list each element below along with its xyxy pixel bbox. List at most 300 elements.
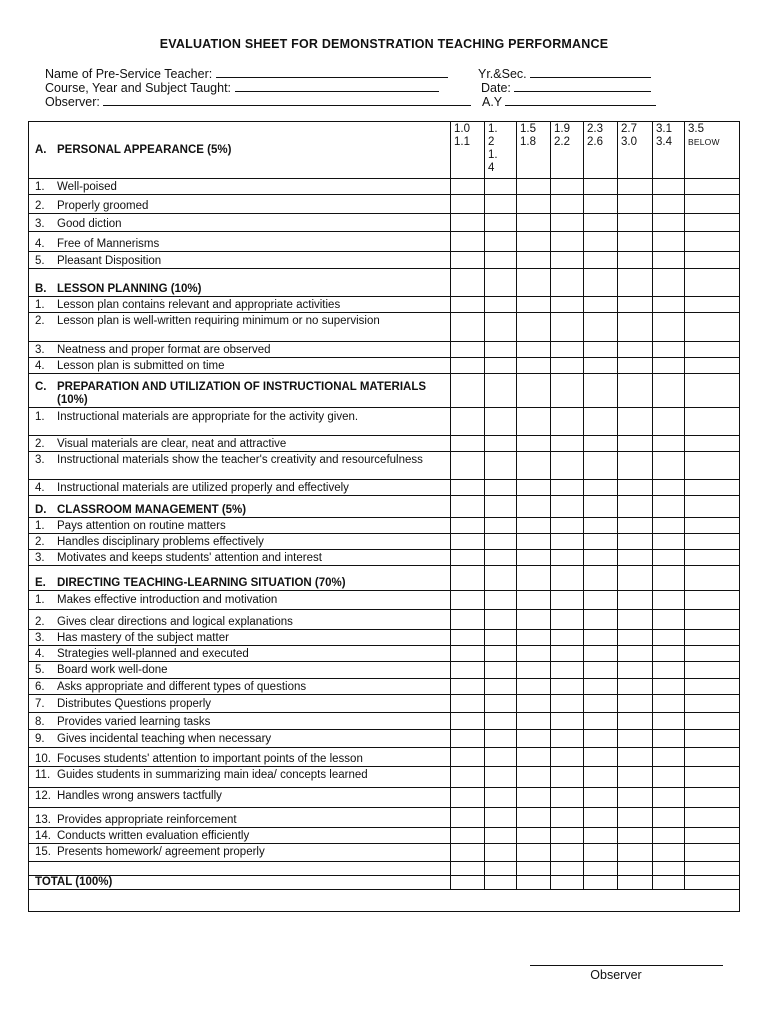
rating-cell[interactable] [485,436,517,452]
rating-cell[interactable] [451,808,485,828]
rating-cell[interactable] [618,179,653,195]
rating-cell[interactable] [618,297,653,313]
rating-cell[interactable] [451,876,485,890]
rating-cell[interactable] [653,646,685,662]
rating-cell[interactable] [653,662,685,679]
rating-cell[interactable] [653,436,685,452]
rating-cell[interactable] [517,862,551,876]
rating-cell[interactable] [685,767,740,788]
rating-cell[interactable] [653,269,685,297]
rating-cell[interactable] [618,496,653,518]
rating-cell[interactable] [551,452,584,480]
rating-cell[interactable] [517,679,551,695]
rating-cell[interactable] [618,679,653,695]
rating-cell[interactable] [685,695,740,713]
signature-line[interactable] [530,965,723,966]
rating-cell[interactable] [451,269,485,297]
rating-cell[interactable] [517,496,551,518]
rating-cell[interactable] [685,342,740,358]
rating-cell[interactable] [685,195,740,214]
rating-cell[interactable] [485,179,517,195]
rating-cell[interactable] [685,679,740,695]
rating-cell[interactable] [584,695,618,713]
rating-cell[interactable] [485,408,517,436]
rating-cell[interactable] [584,480,618,496]
rating-cell[interactable] [653,630,685,646]
rating-cell[interactable] [517,408,551,436]
rating-cell[interactable] [584,591,618,610]
rating-cell[interactable] [451,591,485,610]
rating-cell[interactable] [551,252,584,269]
name-line[interactable] [216,66,448,78]
rating-cell[interactable] [485,534,517,550]
rating-cell[interactable] [517,342,551,358]
rating-cell[interactable] [551,179,584,195]
rating-cell[interactable] [618,862,653,876]
rating-cell[interactable] [485,232,517,252]
rating-cell[interactable] [551,662,584,679]
rating-cell[interactable] [451,662,485,679]
rating-cell[interactable] [618,252,653,269]
rating-cell[interactable] [584,358,618,374]
rating-cell[interactable] [584,496,618,518]
rating-cell[interactable] [584,646,618,662]
rating-cell[interactable] [517,518,551,534]
rating-cell[interactable] [485,496,517,518]
rating-cell[interactable] [551,550,584,566]
rating-cell[interactable] [485,630,517,646]
rating-cell[interactable] [451,630,485,646]
rating-cell[interactable] [451,232,485,252]
rating-cell[interactable] [551,436,584,452]
rating-cell[interactable] [551,518,584,534]
rating-cell[interactable] [584,808,618,828]
rating-cell[interactable] [618,876,653,890]
rating-cell[interactable] [685,408,740,436]
rating-cell[interactable] [551,713,584,730]
rating-cell[interactable] [618,214,653,232]
rating-cell[interactable] [584,876,618,890]
rating-cell[interactable] [584,374,618,408]
rating-cell[interactable] [653,232,685,252]
rating-cell[interactable] [584,408,618,436]
rating-cell[interactable] [517,630,551,646]
rating-cell[interactable] [618,788,653,808]
rating-cell[interactable] [685,591,740,610]
rating-cell[interactable] [485,748,517,767]
rating-cell[interactable] [618,748,653,767]
rating-cell[interactable] [584,566,618,591]
rating-cell[interactable] [485,591,517,610]
rating-cell[interactable] [584,269,618,297]
rating-cell[interactable] [685,518,740,534]
rating-cell[interactable] [517,828,551,844]
rating-cell[interactable] [551,610,584,630]
rating-cell[interactable] [451,566,485,591]
rating-cell[interactable] [685,534,740,550]
rating-cell[interactable] [517,767,551,788]
rating-cell[interactable] [584,713,618,730]
rating-cell[interactable] [685,862,740,876]
rating-cell[interactable] [451,342,485,358]
rating-cell[interactable] [584,534,618,550]
rating-cell[interactable] [685,480,740,496]
rating-cell[interactable] [551,342,584,358]
rating-cell[interactable] [618,630,653,646]
rating-cell[interactable] [584,610,618,630]
rating-cell[interactable] [485,844,517,862]
rating-cell[interactable] [485,313,517,342]
rating-cell[interactable] [584,252,618,269]
rating-cell[interactable] [584,748,618,767]
rating-cell[interactable] [584,767,618,788]
rating-cell[interactable] [451,358,485,374]
rating-cell[interactable] [451,496,485,518]
name-field[interactable] [45,66,448,81]
rating-cell[interactable] [653,591,685,610]
rating-cell[interactable] [485,788,517,808]
rating-cell[interactable] [451,862,485,876]
rating-cell[interactable] [485,695,517,713]
rating-cell[interactable] [485,862,517,876]
date-field[interactable] [481,80,651,95]
rating-cell[interactable] [517,788,551,808]
rating-cell[interactable] [618,534,653,550]
rating-cell[interactable] [517,436,551,452]
rating-cell[interactable] [618,313,653,342]
rating-cell[interactable] [517,195,551,214]
rating-cell[interactable] [653,862,685,876]
rating-cell[interactable] [653,566,685,591]
rating-cell[interactable] [653,808,685,828]
rating-cell[interactable] [451,679,485,695]
rating-cell[interactable] [517,452,551,480]
observer-line[interactable] [103,94,471,106]
rating-cell[interactable] [618,662,653,679]
rating-cell[interactable] [618,195,653,214]
rating-cell[interactable] [485,610,517,630]
rating-cell[interactable] [584,679,618,695]
rating-cell[interactable] [618,452,653,480]
rating-cell[interactable] [653,214,685,232]
rating-cell[interactable] [551,844,584,862]
rating-cell[interactable] [551,630,584,646]
rating-cell[interactable] [685,662,740,679]
rating-cell[interactable] [485,342,517,358]
rating-cell[interactable] [517,480,551,496]
rating-cell[interactable] [584,313,618,342]
rating-cell[interactable] [517,566,551,591]
rating-cell[interactable] [618,610,653,630]
date-line[interactable] [514,80,651,92]
rating-cell[interactable] [485,646,517,662]
rating-cell[interactable] [451,788,485,808]
ay-line[interactable] [505,94,656,106]
rating-cell[interactable] [584,662,618,679]
rating-cell[interactable] [551,269,584,297]
rating-cell[interactable] [551,214,584,232]
rating-cell[interactable] [451,436,485,452]
rating-cell[interactable] [551,297,584,313]
rating-cell[interactable] [551,496,584,518]
yrsec-line[interactable] [530,66,651,78]
rating-cell[interactable] [551,748,584,767]
rating-cell[interactable] [618,232,653,252]
rating-cell[interactable] [584,195,618,214]
rating-cell[interactable] [653,313,685,342]
rating-cell[interactable] [685,374,740,408]
rating-cell[interactable] [451,313,485,342]
rating-cell[interactable] [685,550,740,566]
rating-cell[interactable] [685,496,740,518]
rating-cell[interactable] [584,436,618,452]
rating-cell[interactable] [451,748,485,767]
rating-cell[interactable] [451,550,485,566]
rating-cell[interactable] [653,297,685,313]
rating-cell[interactable] [517,610,551,630]
rating-cell[interactable] [618,808,653,828]
rating-cell[interactable] [451,214,485,232]
rating-cell[interactable] [551,374,584,408]
rating-cell[interactable] [551,232,584,252]
rating-cell[interactable] [653,195,685,214]
rating-cell[interactable] [485,214,517,232]
rating-cell[interactable] [618,358,653,374]
rating-cell[interactable] [653,342,685,358]
rating-cell[interactable] [584,828,618,844]
rating-cell[interactable] [618,713,653,730]
rating-cell[interactable] [517,713,551,730]
rating-cell[interactable] [517,214,551,232]
rating-cell[interactable] [584,630,618,646]
rating-cell[interactable] [685,252,740,269]
rating-cell[interactable] [685,828,740,844]
rating-cell[interactable] [653,550,685,566]
rating-cell[interactable] [485,518,517,534]
rating-cell[interactable] [685,713,740,730]
rating-cell[interactable] [551,767,584,788]
rating-cell[interactable] [584,518,618,534]
rating-cell[interactable] [485,828,517,844]
rating-cell[interactable] [685,313,740,342]
rating-cell[interactable] [485,358,517,374]
rating-cell[interactable] [451,730,485,748]
rating-cell[interactable] [584,862,618,876]
rating-cell[interactable] [584,232,618,252]
rating-cell[interactable] [653,844,685,862]
rating-cell[interactable] [517,808,551,828]
rating-cell[interactable] [618,408,653,436]
rating-cell[interactable] [685,566,740,591]
rating-cell[interactable] [517,550,551,566]
rating-cell[interactable] [551,195,584,214]
rating-cell[interactable] [517,313,551,342]
rating-cell[interactable] [551,808,584,828]
rating-cell[interactable] [685,630,740,646]
rating-cell[interactable] [685,358,740,374]
rating-cell[interactable] [584,297,618,313]
rating-cell[interactable] [653,695,685,713]
yrsec-field[interactable] [478,66,651,81]
rating-cell[interactable] [517,232,551,252]
rating-cell[interactable] [451,297,485,313]
rating-cell[interactable] [451,695,485,713]
rating-cell[interactable] [485,297,517,313]
rating-cell[interactable] [685,269,740,297]
rating-cell[interactable] [653,496,685,518]
rating-cell[interactable] [584,550,618,566]
rating-cell[interactable] [551,480,584,496]
rating-cell[interactable] [653,828,685,844]
rating-cell[interactable] [551,566,584,591]
ay-field[interactable] [482,94,656,109]
rating-cell[interactable] [653,252,685,269]
rating-cell[interactable] [485,480,517,496]
rating-cell[interactable] [584,214,618,232]
rating-cell[interactable] [653,713,685,730]
rating-cell[interactable] [584,452,618,480]
rating-cell[interactable] [485,374,517,408]
rating-cell[interactable] [485,195,517,214]
rating-cell[interactable] [451,374,485,408]
rating-cell[interactable] [618,828,653,844]
rating-cell[interactable] [451,534,485,550]
rating-cell[interactable] [618,730,653,748]
rating-cell[interactable] [618,646,653,662]
rating-cell[interactable] [451,252,485,269]
rating-cell[interactable] [451,713,485,730]
rating-cell[interactable] [685,232,740,252]
rating-cell[interactable] [653,767,685,788]
rating-cell[interactable] [653,408,685,436]
rating-cell[interactable] [551,788,584,808]
rating-cell[interactable] [618,480,653,496]
rating-cell[interactable] [653,374,685,408]
rating-cell[interactable] [517,252,551,269]
rating-cell[interactable] [685,876,740,890]
rating-cell[interactable] [685,452,740,480]
rating-cell[interactable] [451,195,485,214]
rating-cell[interactable] [685,610,740,630]
rating-cell[interactable] [451,646,485,662]
rating-cell[interactable] [618,695,653,713]
rating-cell[interactable] [584,730,618,748]
rating-cell[interactable] [685,730,740,748]
rating-cell[interactable] [485,876,517,890]
rating-cell[interactable] [685,297,740,313]
rating-cell[interactable] [551,730,584,748]
rating-cell[interactable] [618,767,653,788]
rating-cell[interactable] [584,788,618,808]
rating-cell[interactable] [685,436,740,452]
comments-area[interactable] [29,890,740,912]
rating-cell[interactable] [653,748,685,767]
rating-cell[interactable] [584,179,618,195]
rating-cell[interactable] [485,662,517,679]
rating-cell[interactable] [517,876,551,890]
rating-cell[interactable] [485,730,517,748]
rating-cell[interactable] [485,269,517,297]
rating-cell[interactable] [685,788,740,808]
rating-cell[interactable] [653,534,685,550]
rating-cell[interactable] [618,436,653,452]
rating-cell[interactable] [618,844,653,862]
rating-cell[interactable] [517,297,551,313]
rating-cell[interactable] [551,828,584,844]
rating-cell[interactable] [485,767,517,788]
rating-cell[interactable] [517,374,551,408]
rating-cell[interactable] [685,748,740,767]
rating-cell[interactable] [451,452,485,480]
rating-cell[interactable] [653,452,685,480]
rating-cell[interactable] [551,591,584,610]
rating-cell[interactable] [517,591,551,610]
rating-cell[interactable] [653,518,685,534]
rating-cell[interactable] [451,518,485,534]
rating-cell[interactable] [451,610,485,630]
rating-cell[interactable] [485,679,517,695]
rating-cell[interactable] [618,342,653,358]
rating-cell[interactable] [517,179,551,195]
rating-cell[interactable] [685,808,740,828]
rating-cell[interactable] [517,844,551,862]
rating-cell[interactable] [653,610,685,630]
rating-cell[interactable] [618,518,653,534]
rating-cell[interactable] [517,695,551,713]
rating-cell[interactable] [451,767,485,788]
course-field[interactable] [45,80,439,95]
rating-cell[interactable] [485,550,517,566]
rating-cell[interactable] [685,214,740,232]
rating-cell[interactable] [685,646,740,662]
rating-cell[interactable] [451,844,485,862]
rating-cell[interactable] [551,646,584,662]
rating-cell[interactable] [653,679,685,695]
rating-cell[interactable] [653,876,685,890]
rating-cell[interactable] [517,662,551,679]
rating-cell[interactable] [618,591,653,610]
rating-cell[interactable] [551,534,584,550]
rating-cell[interactable] [451,408,485,436]
observer-field[interactable] [45,94,471,109]
course-line[interactable] [235,80,439,92]
rating-cell[interactable] [653,480,685,496]
rating-cell[interactable] [451,480,485,496]
rating-cell[interactable] [653,788,685,808]
rating-cell[interactable] [517,269,551,297]
rating-cell[interactable] [517,646,551,662]
rating-cell[interactable] [485,566,517,591]
rating-cell[interactable] [685,844,740,862]
rating-cell[interactable] [653,358,685,374]
rating-cell[interactable] [485,713,517,730]
rating-cell[interactable] [517,730,551,748]
rating-cell[interactable] [551,862,584,876]
rating-cell[interactable] [584,844,618,862]
rating-cell[interactable] [584,342,618,358]
rating-cell[interactable] [618,550,653,566]
rating-cell[interactable] [618,566,653,591]
rating-cell[interactable] [517,358,551,374]
rating-cell[interactable] [653,179,685,195]
rating-cell[interactable] [551,679,584,695]
rating-cell[interactable] [618,269,653,297]
rating-cell[interactable] [551,358,584,374]
rating-cell[interactable] [618,374,653,408]
rating-cell[interactable] [551,695,584,713]
rating-cell[interactable] [517,748,551,767]
rating-cell[interactable] [551,408,584,436]
